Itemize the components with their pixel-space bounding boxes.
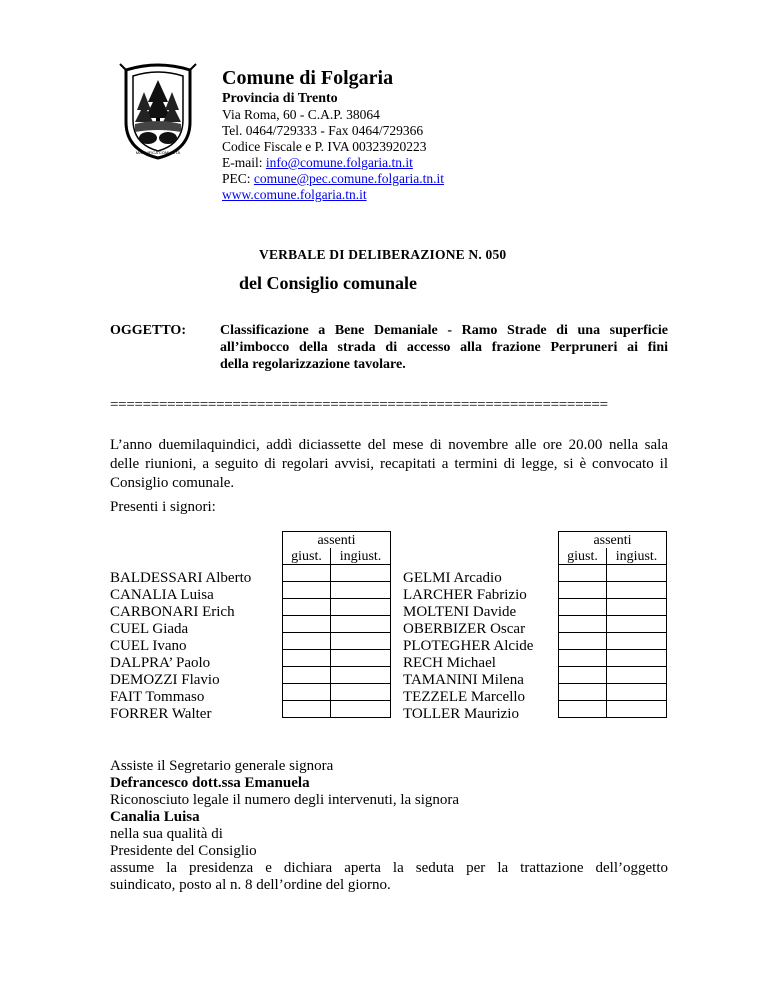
unjustified-cell[interactable] [607, 616, 667, 633]
phone-fax: Tel. 0464/729333 - Fax 0464/729366 [222, 123, 424, 138]
unjustified-header: ingiust. [331, 548, 391, 565]
unjustified-cell[interactable] [331, 650, 391, 667]
justified-cell[interactable] [559, 616, 607, 633]
justified-cell[interactable] [283, 701, 331, 718]
subject-line: Classificazione a Bene Demaniale - Ramo Strade di una superficie [220, 323, 668, 338]
member-name: CUEL Giada [110, 621, 189, 637]
subject-text [220, 322, 668, 373]
intro-line: Consiglio comunale. [110, 475, 235, 491]
absence-grid-right [558, 531, 667, 718]
unjustified-cell[interactable] [607, 599, 667, 616]
justified-cell[interactable] [283, 684, 331, 701]
pec-line: PEC: comune@pec.comune.folgaria.tn.it [222, 171, 445, 186]
separator-line: ============================================================= [110, 397, 608, 413]
intro-line: L’anno duemilaquindici, addì diciassette del mese di novembre alle ore 20.00 nella sala [110, 437, 668, 453]
member-name: FAIT Tommaso [110, 689, 205, 705]
unjustified-cell[interactable] [331, 616, 391, 633]
justified-cell[interactable] [559, 667, 607, 684]
justified-cell[interactable] [283, 616, 331, 633]
absent-header: assenti [283, 532, 391, 549]
capacity-line: nella sua qualità di [110, 826, 223, 842]
unjustified-cell[interactable] [607, 684, 667, 701]
member-name: CANALIA Luisa [110, 587, 214, 603]
justified-header: giust. [283, 548, 331, 565]
member-name: CUEL Ivano [110, 638, 187, 654]
agenda-line: suindicato, posto al n. 8 dell’ordine del giorno. [110, 877, 391, 893]
justified-cell[interactable] [559, 701, 607, 718]
email-link[interactable]: info@comune.folgaria.tn.it [265, 155, 413, 170]
subject-line: all’imbocco della strada di accesso alla frazione Perpruneri ai fini [220, 340, 668, 355]
contact-block [222, 107, 444, 203]
unjustified-cell[interactable] [607, 667, 667, 684]
member-name: PLOTEGHER Alcide [403, 638, 534, 654]
unjustified-cell[interactable] [607, 582, 667, 599]
president-name: Canalia Luisa [110, 809, 200, 825]
svg-text:MAGNIFICA COMUNITÀ: MAGNIFICA COMUNITÀ [135, 150, 181, 155]
website-link[interactable]: www.comune.folgaria.tn.it [222, 187, 367, 202]
justified-cell[interactable] [283, 633, 331, 650]
secretary-line: Assiste il Segretario generale signora [110, 758, 334, 774]
deliberation-number: VERBALE DI DELIBERAZIONE N. 050 [259, 247, 507, 262]
member-name: MOLTENI Davide [403, 604, 517, 620]
absent-header: assenti [559, 532, 667, 549]
justified-cell[interactable] [283, 565, 331, 582]
justified-cell[interactable] [283, 650, 331, 667]
subject-label: OGGETTO: [110, 323, 186, 338]
unjustified-cell[interactable] [331, 633, 391, 650]
unjustified-cell[interactable] [331, 701, 391, 718]
absence-grid-left [282, 531, 391, 718]
municipal-seal-logo [118, 62, 198, 160]
pec-link[interactable]: comune@pec.comune.folgaria.tn.it [253, 171, 445, 186]
justified-cell[interactable] [559, 650, 607, 667]
opening-line: assume la presidenza e dichiara aperta la seduta per la trattazione dell’oggetto [110, 860, 668, 876]
intro-line: delle riunioni, a seguito di regolari avvisi, recapitati a termini di legge, si è convocato il [110, 456, 668, 472]
province-name: Provincia di Trento [222, 91, 338, 106]
justified-cell[interactable] [283, 667, 331, 684]
closing-paragraph [110, 758, 668, 894]
unjustified-cell[interactable] [607, 633, 667, 650]
member-name: DALPRA’ Paolo [110, 655, 211, 671]
intro-paragraph [110, 436, 668, 493]
justified-cell[interactable] [283, 599, 331, 616]
member-name: RECH Michael [403, 655, 496, 671]
unjustified-cell[interactable] [607, 650, 667, 667]
member-name: TEZZELE Marcello [403, 689, 526, 705]
unjustified-cell[interactable] [607, 701, 667, 718]
unjustified-cell[interactable] [331, 667, 391, 684]
unjustified-header: ingiust. [607, 548, 667, 565]
justified-cell[interactable] [559, 565, 607, 582]
email-line: E-mail: info@comune.folgaria.tn.it [222, 155, 413, 170]
subject-line: della regolarizzazione tavolare. [220, 357, 406, 372]
justified-cell[interactable] [559, 684, 607, 701]
member-name: TAMANINI Milena [403, 672, 524, 688]
municipality-name: Comune di Folgaria [222, 67, 394, 89]
unjustified-cell[interactable] [607, 565, 667, 582]
members-list-right [403, 570, 533, 723]
address: Via Roma, 60 - C.A.P. 38064 [222, 107, 380, 122]
secretary-name: Defrancesco dott.ssa Emanuela [110, 775, 310, 791]
unjustified-cell[interactable] [331, 599, 391, 616]
member-name: DEMOZZI Flavio [110, 672, 220, 688]
council-heading: del Consiglio comunale [239, 273, 418, 293]
tax-code: Codice Fiscale e P. IVA 00323920223 [222, 139, 427, 154]
website-line [222, 187, 444, 203]
member-name: LARCHER Fabrizio [403, 587, 527, 603]
justified-cell[interactable] [559, 599, 607, 616]
present-heading: Presenti i signori: [110, 499, 216, 515]
member-name: TOLLER Maurizio [403, 706, 519, 722]
justified-cell[interactable] [559, 633, 607, 650]
justified-header: giust. [559, 548, 607, 565]
member-name: FORRER Walter [110, 706, 212, 722]
unjustified-cell[interactable] [331, 684, 391, 701]
members-list-left [110, 570, 251, 723]
member-name: OBERBIZER Oscar [403, 621, 526, 637]
role-line: Presidente del Consiglio [110, 843, 257, 859]
unjustified-cell[interactable] [331, 582, 391, 599]
quorum-line: Riconosciuto legale il numero degli intervenuti, la signora [110, 792, 460, 808]
member-name: BALDESSARI Alberto [110, 570, 252, 586]
justified-cell[interactable] [559, 582, 607, 599]
member-name: CARBONARI Erich [110, 604, 235, 620]
member-name: GELMI Arcadio [403, 570, 502, 586]
justified-cell[interactable] [283, 582, 331, 599]
unjustified-cell[interactable] [331, 565, 391, 582]
